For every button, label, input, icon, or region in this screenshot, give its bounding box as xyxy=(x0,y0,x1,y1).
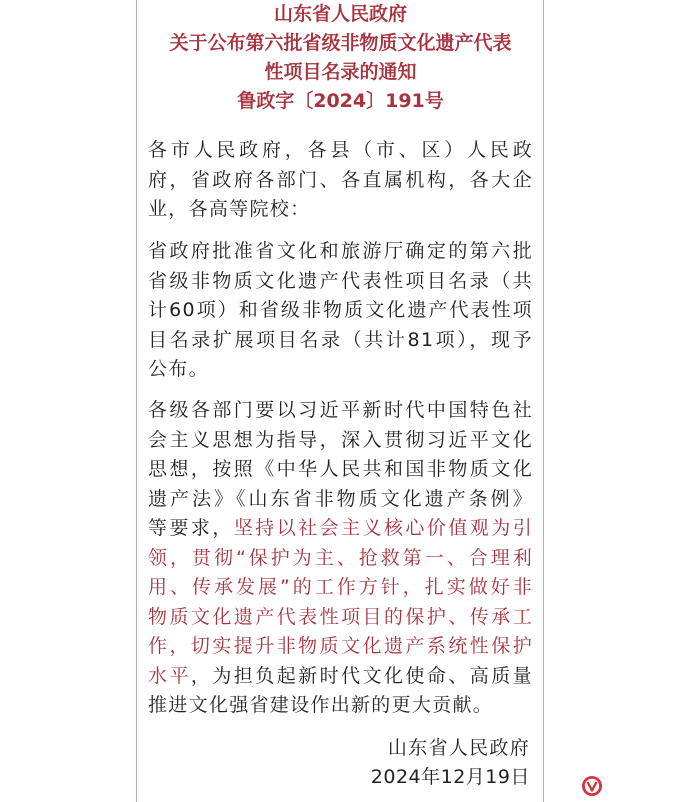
red-circle-logo-icon xyxy=(581,775,603,797)
paragraph-line: 目名录扩展项目名录（共计81项），现予 xyxy=(148,328,533,351)
announcement-paragraph xyxy=(148,237,533,385)
paragraph-line: 思想，按照《中华人民共和国非物质文化 xyxy=(148,458,533,480)
paragraph-line: 公布。 xyxy=(148,358,209,380)
notice-title-line-2: 性项目名录的通知 xyxy=(264,61,417,83)
paragraph-line: 省政府批准省文化和旅游厅确定的第六批 xyxy=(148,240,533,262)
paragraph-line: 各级各部门要以习近平新时代中国特色社 xyxy=(148,399,533,421)
document-header xyxy=(0,0,681,116)
addressee-paragraph xyxy=(148,136,533,225)
paragraph-line: 遗产法》《山东省非物质文化遗产条例》 xyxy=(148,487,533,510)
highlighted-line: 领，贯彻“保护为主、抢救第一、合理利 xyxy=(148,546,533,569)
paragraph-line xyxy=(148,662,533,692)
plain-text: ，为担负起新时代文化使命、高质量 xyxy=(190,664,533,687)
signature-date: 2024年12月19日 xyxy=(370,766,530,788)
issuer-title: 山东省人民政府 xyxy=(273,3,407,25)
paragraph-line: 业，各高等院校： xyxy=(148,198,311,220)
highlighted-line: 作，切实提升非物质文化遗产系统性保护 xyxy=(148,635,533,657)
highlighted-text: 水平 xyxy=(148,664,191,687)
highlighted-line: 用、传承发展”的工作方针，扎实做好非 xyxy=(148,576,533,598)
paragraph-line: 府，省政府各部门、各直属机构，各大企 xyxy=(148,168,533,191)
highlighted-line: 物质文化遗产代表性项目的保护、传承工 xyxy=(148,605,533,628)
notice-title-line-1: 关于公布第六批省级非物质文化遗产代表 xyxy=(169,32,512,54)
paragraph-line: 各市人民政府，各县（市、区）人民政 xyxy=(148,139,533,161)
signature-organization: 山东省人民政府 xyxy=(387,737,530,759)
document-number: 鲁政字〔2024〕191号 xyxy=(237,90,444,112)
plain-text: 等要求， xyxy=(148,517,234,539)
highlighted-text: 坚持以社会主义核心价值观为引 xyxy=(233,517,533,539)
paragraph-line: 计60项）和省级非物质文化遗产代表性项 xyxy=(148,299,533,321)
requirements-paragraph xyxy=(148,396,533,721)
paragraph-line: 会主义思想为指导，深入贯彻习近平文化 xyxy=(148,428,533,451)
paragraph-line: 省级非物质文化遗产代表性项目名录（共 xyxy=(148,269,533,292)
paragraph-line xyxy=(148,514,533,544)
paragraph-line: 推进文化强省建设作出新的更大贡献。 xyxy=(148,694,494,716)
